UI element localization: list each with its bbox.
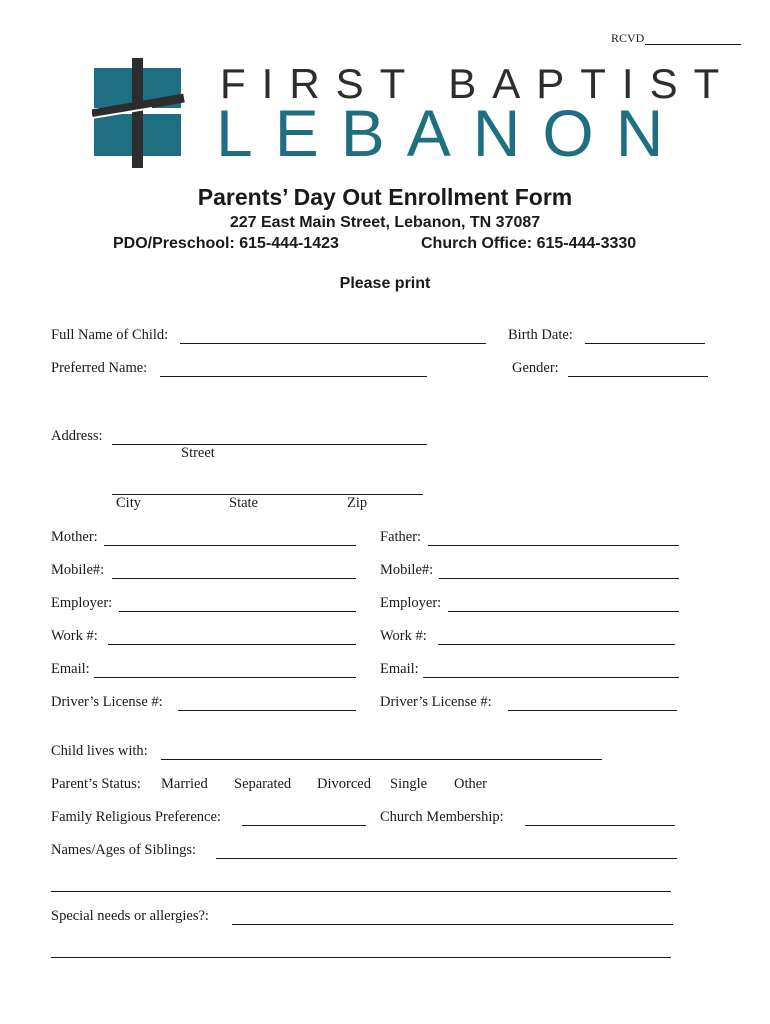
city-caption: City: [116, 495, 141, 511]
religious-preference-field[interactable]: [242, 825, 366, 826]
father-license-label: Driver’s License #:: [380, 694, 492, 710]
child-name-label: Full Name of Child:: [51, 327, 169, 343]
mother-email-field[interactable]: [94, 677, 356, 678]
child-name-field[interactable]: [180, 343, 486, 344]
church-address: 227 East Main Street, Lebanon, TN 37087: [229, 214, 541, 231]
mother-work-label: Work #:: [51, 628, 98, 644]
birth-date-field[interactable]: [585, 343, 705, 344]
gender-field[interactable]: [568, 376, 708, 377]
father-mobile-field[interactable]: [439, 578, 679, 579]
father-employer-label: Employer:: [380, 595, 442, 611]
child-lives-with-field[interactable]: [161, 759, 602, 760]
church-membership-label: Church Membership:: [380, 809, 504, 825]
mother-license-label: Driver’s License #:: [51, 694, 163, 710]
status-option-other[interactable]: Other: [454, 776, 488, 792]
city-state-zip-field[interactable]: [112, 494, 423, 495]
preferred-name-field[interactable]: [160, 376, 427, 377]
zip-caption: Zip: [347, 495, 368, 511]
parents-status-label: Parent’s Status:: [51, 776, 141, 792]
status-option-separated[interactable]: Separated: [234, 776, 292, 792]
siblings-field-continued[interactable]: [51, 891, 671, 892]
logo-line-2: LEBANON: [216, 96, 686, 170]
special-needs-label: Special needs or allergies?:: [51, 908, 209, 924]
mother-mobile-label: Mobile#:: [51, 562, 105, 578]
rcvd-label: RCVD: [611, 31, 645, 45]
father-license-field[interactable]: [508, 710, 677, 711]
church-membership-field[interactable]: [525, 825, 675, 826]
mother-license-field[interactable]: [178, 710, 356, 711]
special-needs-field-continued[interactable]: [51, 957, 671, 958]
father-mobile-label: Mobile#:: [380, 562, 434, 578]
logo-line-1: FIRST BAPTIST: [220, 60, 736, 107]
father-email-field[interactable]: [423, 677, 679, 678]
preferred-name-label: Preferred Name:: [51, 360, 148, 376]
special-needs-field[interactable]: [232, 924, 673, 925]
instruction-text: Please print: [339, 275, 431, 292]
address-label: Address:: [51, 428, 103, 444]
gender-label: Gender:: [512, 360, 559, 376]
street-caption: Street: [181, 445, 215, 461]
religious-preference-label: Family Religious Preference:: [51, 809, 221, 825]
status-option-married[interactable]: Married: [161, 776, 208, 792]
siblings-label: Names/Ages of Siblings:: [51, 842, 196, 858]
mother-employer-label: Employer:: [51, 595, 113, 611]
status-option-divorced[interactable]: Divorced: [317, 776, 371, 792]
mother-mobile-field[interactable]: [112, 578, 356, 579]
pdo-phone: PDO/Preschool: 615-444-1423: [113, 235, 339, 252]
birth-date-label: Birth Date:: [508, 327, 573, 343]
father-label: Father:: [380, 529, 422, 545]
status-option-single[interactable]: Single: [390, 776, 428, 792]
street-field[interactable]: [112, 444, 427, 445]
mother-employer-field[interactable]: [119, 611, 356, 612]
mother-work-field[interactable]: [108, 644, 356, 645]
mother-label: Mother:: [51, 529, 98, 545]
father-work-label: Work #:: [380, 628, 427, 644]
church-phone: Church Office: 615-444-3330: [421, 235, 637, 252]
state-caption: State: [229, 495, 258, 511]
page-title: Parents’ Day Out Enrollment Form: [197, 184, 573, 210]
mother-field[interactable]: [104, 545, 356, 546]
father-email-label: Email:: [380, 661, 419, 677]
siblings-field[interactable]: [216, 858, 677, 859]
father-field[interactable]: [428, 545, 679, 546]
father-employer-field[interactable]: [448, 611, 679, 612]
mother-email-label: Email:: [51, 661, 90, 677]
rcvd-field[interactable]: [645, 44, 741, 45]
child-lives-with-label: Child lives with:: [51, 743, 148, 759]
father-work-field[interactable]: [438, 644, 675, 645]
